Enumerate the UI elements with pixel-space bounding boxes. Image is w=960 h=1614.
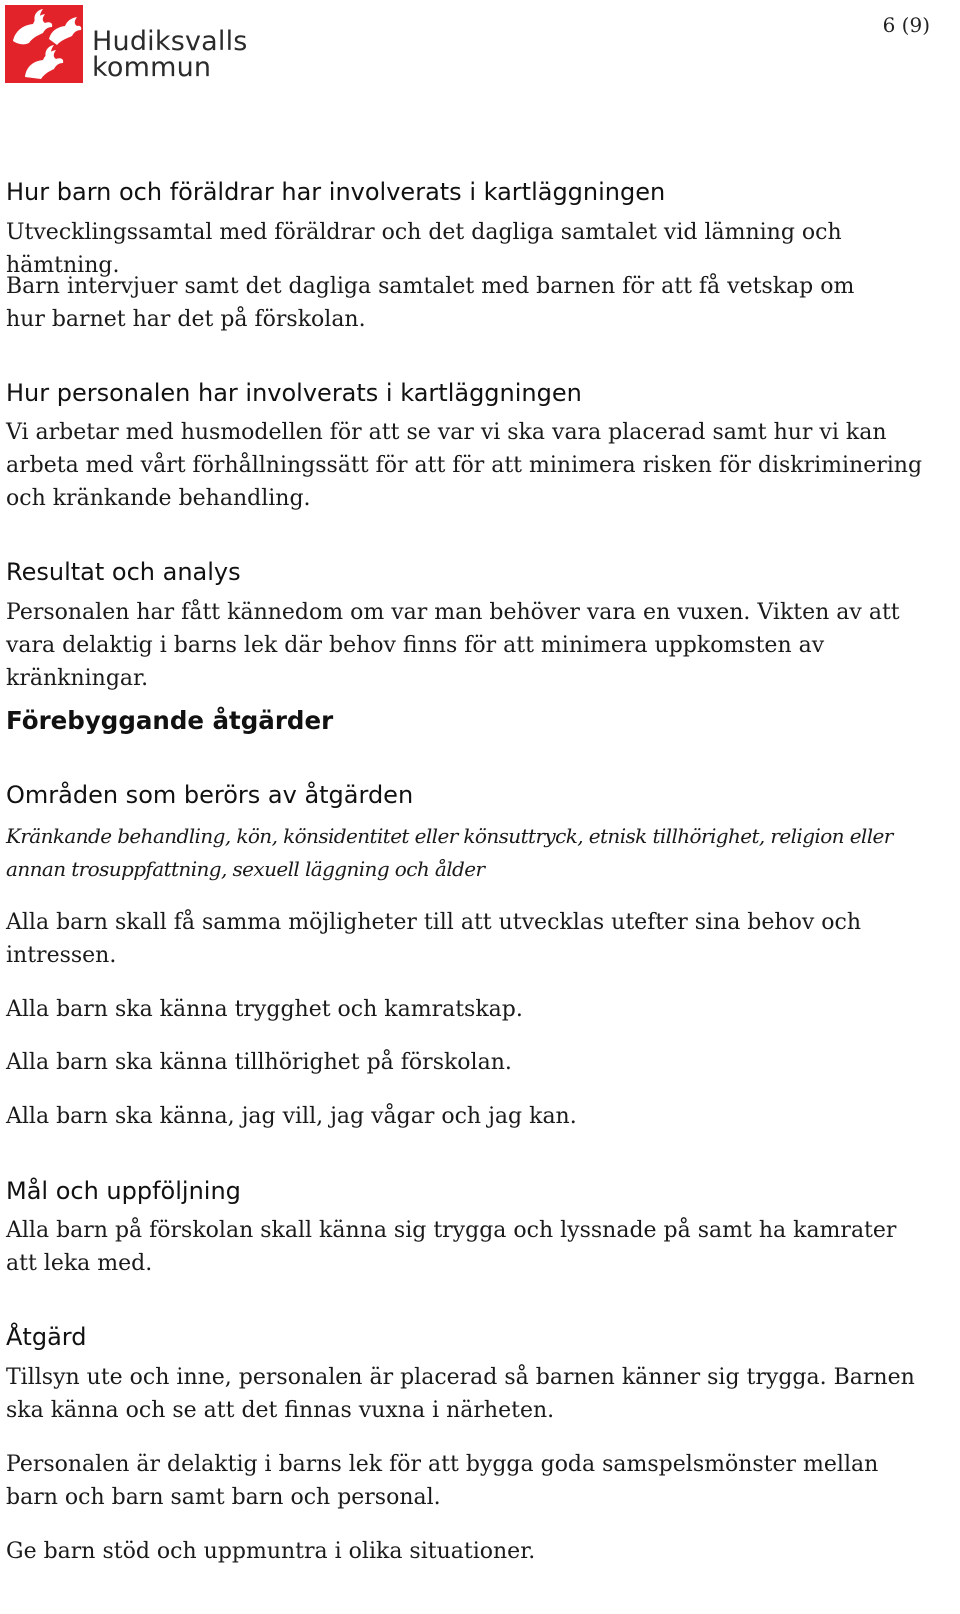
org-name (92, 26, 248, 83)
org-name-line1: Hudiksvalls (92, 26, 248, 57)
paragraph: Vi arbetar med husmodellen för att se var vi ska vara placerad samt hur vi kan arbeta med vårt förhållningssätt för att för att minimera risken för diskriminering och kränkande behandling. (6, 420, 923, 511)
goat-emblem-icon (5, 5, 83, 83)
section-heading-measure: Åtgärd (6, 1323, 87, 1351)
paragraph: Personalen har fått kännedom om var man behöver vara en vuxen. Vikten av att vara delaktig i barns lek där behov finns för att minimera uppkomsten av kränkningar. (6, 600, 900, 691)
grounds-italic: Kränkande behandling, kön, könsidentitet eller könsuttryck, etnisk tillhörighet, religion eller annan trosuppfattning, sexuell läggning och ålder (6, 824, 893, 881)
section-heading-children-parents: Hur barn och föräldrar har involverats i kartläggningen (6, 178, 666, 206)
paragraph: Personalen är delaktig i barns lek för att bygga goda samspelsmönster mellan barn och barn samt barn och personal. (6, 1452, 879, 1510)
hudiksvall-logo (5, 5, 248, 83)
section-heading-results: Resultat och analys (6, 558, 241, 586)
paragraph: Barn intervjuer samt det dagliga samtalet med barnen för att få vetskap om hur barnet har det på förskolan. (6, 274, 855, 332)
paragraph: Alla barn skall få samma möjligheter till att utvecklas utefter sina behov och intressen. (6, 910, 861, 968)
paragraph: Utvecklingssamtal med föräldrar och det dagliga samtalet vid lämning och hämtning. (6, 220, 842, 278)
paragraph: Tillsyn ute och inne, personalen är placerad så barnen känner sig trygga. Barnen ska känna och se att det finnas vuxna i närheten. (6, 1365, 915, 1423)
paragraph: Alla barn ska känna, jag vill, jag vågar och jag kan. (6, 1104, 577, 1129)
org-name-line2: kommun (92, 52, 212, 83)
section-heading-staff: Hur personalen har involverats i kartläggningen (6, 379, 582, 407)
paragraph: Alla barn ska känna trygghet och kamratskap. (6, 997, 523, 1022)
section-heading-areas: Områden som berörs av åtgärden (6, 781, 414, 809)
page-number: 6 (9) (882, 13, 930, 37)
section-heading-goals: Mål och uppföljning (6, 1177, 241, 1205)
section-heading-preventive: Förebyggande åtgärder (6, 706, 334, 735)
paragraph: Ge barn stöd och uppmuntra i olika situationer. (6, 1539, 536, 1564)
paragraph: Alla barn ska känna tillhörighet på förskolan. (6, 1050, 512, 1075)
paragraph: Alla barn på förskolan skall känna sig trygga och lyssnade på samt ha kamrater att leka med. (6, 1218, 897, 1276)
